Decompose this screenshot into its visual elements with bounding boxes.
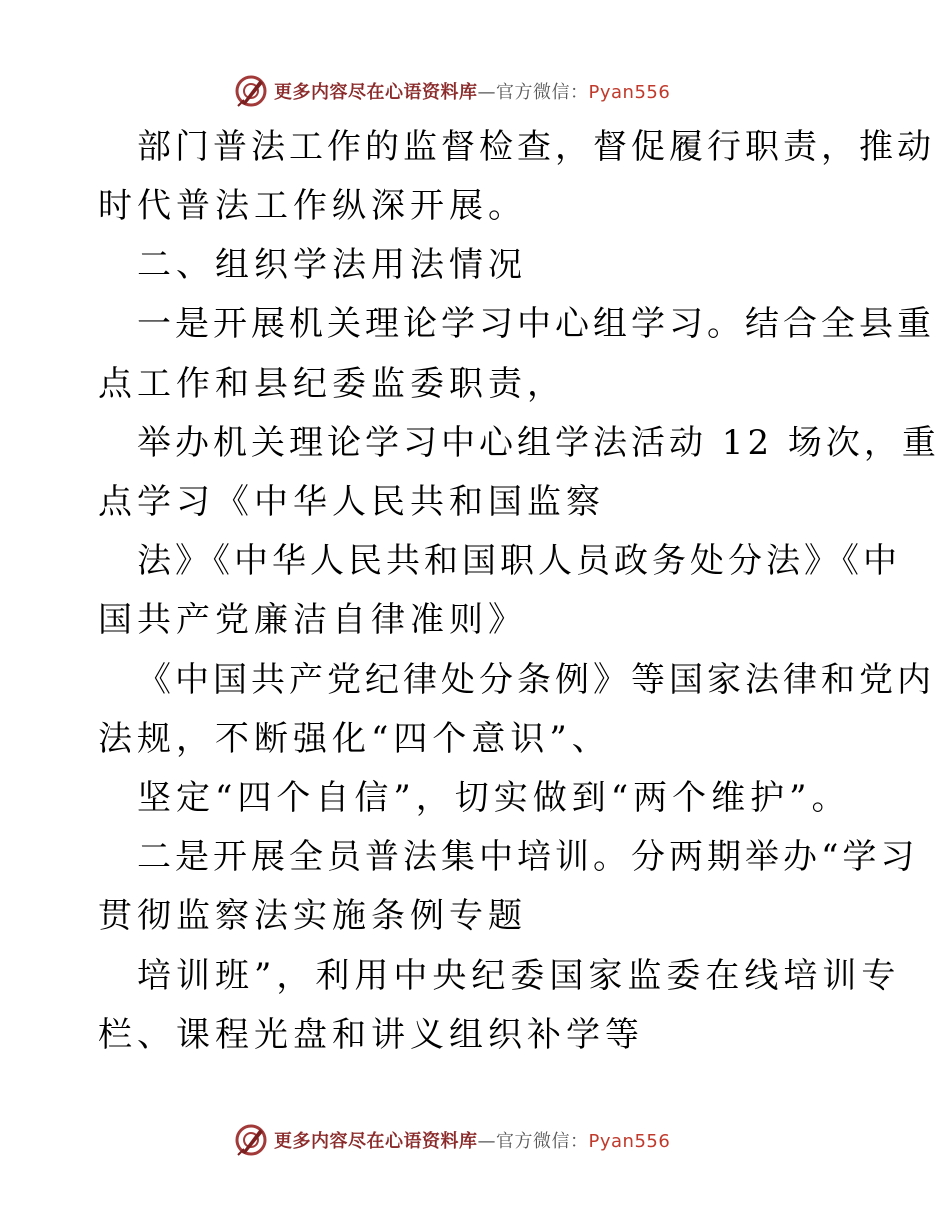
text-line: 法》《中华人民共和国职人员政务处分法》《中: [137, 541, 901, 581]
watermark-library-name: 更多内容尽在心语资料库: [274, 82, 478, 103]
watermark-wechat-label: —官方微信：: [477, 1131, 589, 1152]
text-line: 点学习《中华人民共和国监察: [98, 482, 605, 522]
text-line: 贯彻监察法实施条例专题: [98, 896, 527, 936]
footer-watermark: [234, 1122, 670, 1158]
text-line: 部门普法工作的监督检查，督促履行职责，推动: [137, 127, 935, 167]
text-line: 二是开展全员普法集中培训。分两期举办“学习: [137, 837, 919, 877]
section-heading: 二、组织学法用法情况: [137, 245, 527, 285]
text-line: 国共产党廉洁自律准则》: [98, 600, 527, 640]
quill-pen-logo-icon: [234, 1123, 268, 1157]
text-line: 坚定“四个自信”，切实做到“两个维护”。: [137, 778, 851, 818]
text-line: 一是开展机关理论学习中心组学习。结合全县重: [137, 304, 935, 344]
watermark-wechat-label: —官方微信：: [477, 82, 589, 103]
watermark-wechat-id: Pyan556: [588, 82, 671, 103]
watermark-text: [274, 1127, 670, 1153]
watermark-library-name: 更多内容尽在心语资料库: [274, 1131, 478, 1152]
watermark-wechat-id: Pyan556: [588, 1131, 671, 1152]
text-line: 举办机关理论学习中心组学法活动 12 场次，重: [137, 423, 940, 463]
text-line: 栏、课程光盘和讲义组织补学等: [98, 1015, 644, 1055]
text-line: 《中国共产党纪律处分条例》等国家法律和党内: [137, 660, 935, 700]
text-line: 法规，不断强化“四个意识”、: [98, 719, 611, 759]
text-line: 点工作和县纪委监委职责，: [98, 364, 566, 404]
text-line: 时代普法工作纵深开展。: [98, 186, 527, 226]
text-line: 培训班”，利用中央纪委国家监委在线培训专: [137, 956, 901, 996]
